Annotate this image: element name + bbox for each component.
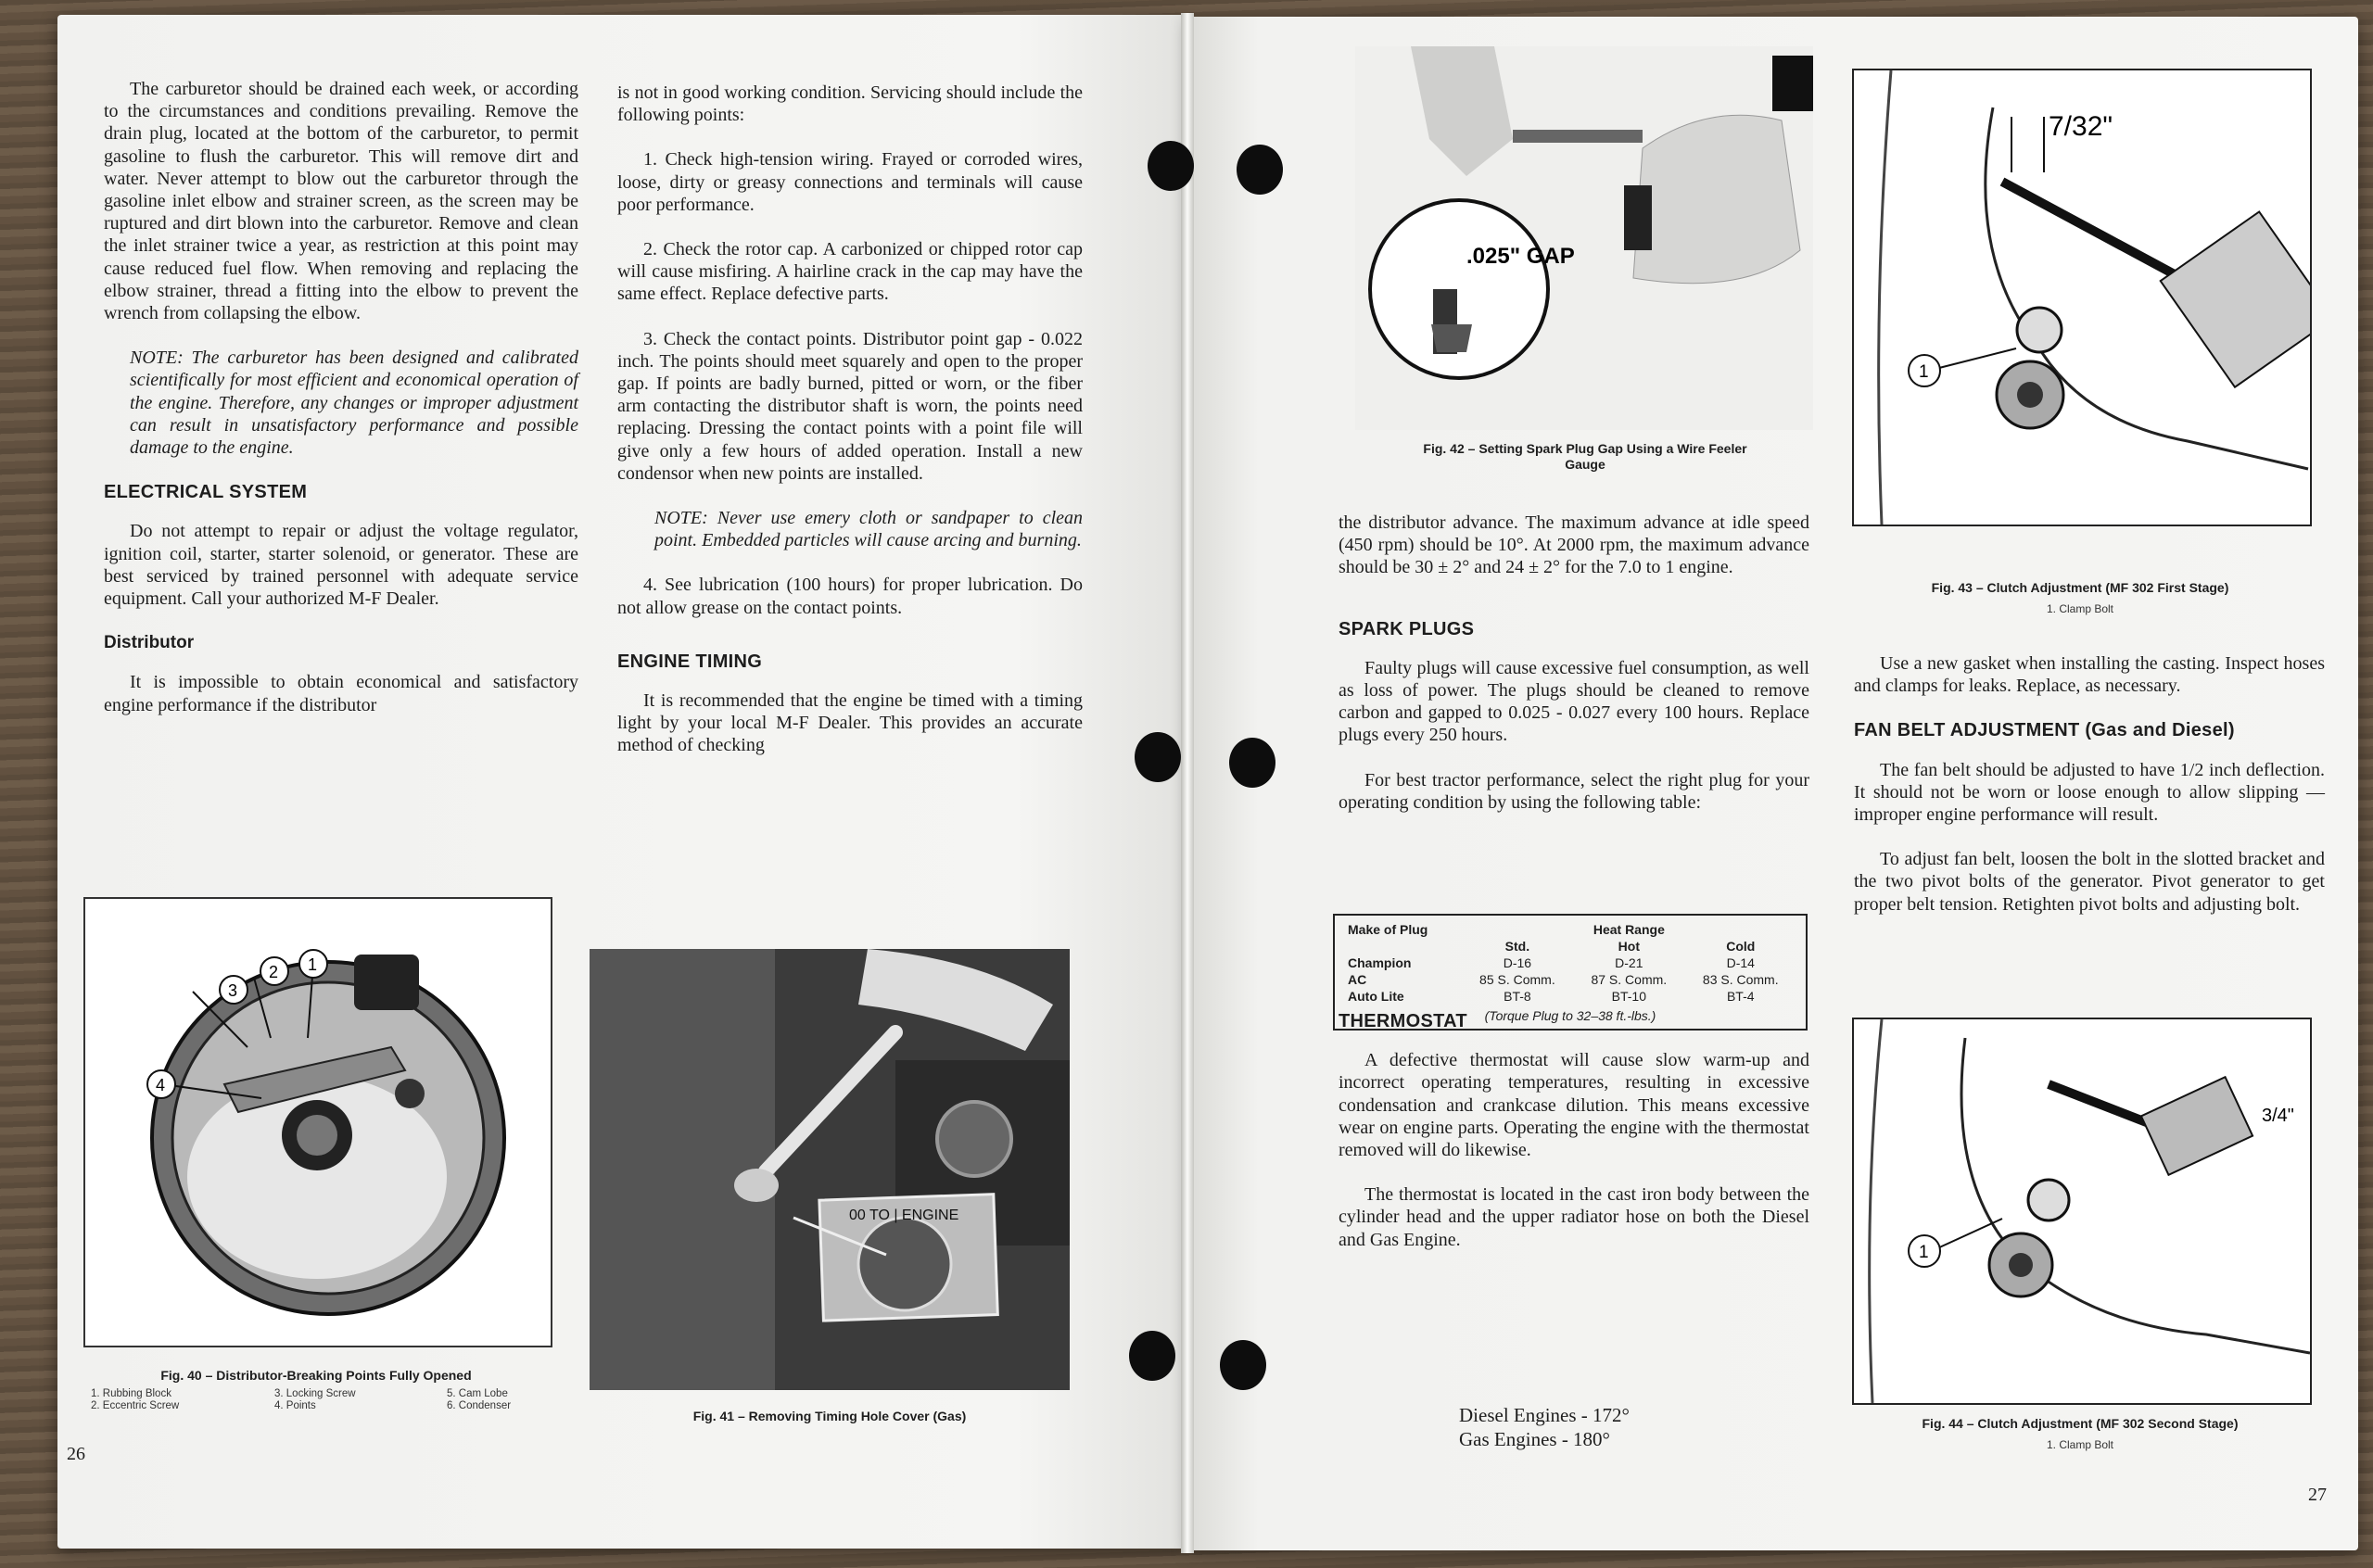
legend-item: 3. Locking Screw xyxy=(274,1388,356,1399)
table-cell: Auto Lite xyxy=(1348,989,1404,1004)
fig44-caption: Fig. 44 – Clutch Adjustment (MF 302 Second Stage) xyxy=(1922,1416,2239,1431)
callout-3: 3 xyxy=(228,981,238,1000)
timing-paragraph: It is recommended that the engine be timed with a timing light by your local M-F Dealer. This provides an accurate method of checking xyxy=(617,690,1083,756)
clutch-stage1-illustration xyxy=(1854,70,2310,525)
fan-belt-paragraph: The fan belt should be adjusted to have 1/2 inch deflection. It should not be worn or loose enough to allow slipping — improper engine performance will result. xyxy=(1854,759,2325,826)
fig42-spark-plug-photo xyxy=(1355,46,1813,430)
distributor-heading: Distributor xyxy=(104,633,195,653)
fan-belt-adjust-paragraph: To adjust fan belt, loosen the bolt in the slotted bracket and the two pivot bolts of the generator. Pivot generator to get proper belt tension. Retighten pivot bolts and adjusting bolt. xyxy=(1854,849,2325,915)
table-row xyxy=(1344,988,1796,1005)
engine-timing-heading: ENGINE TIMING xyxy=(617,651,763,672)
legend-item: 5. Cam Lobe xyxy=(447,1388,508,1399)
table-cell: BT-8 xyxy=(1504,989,1531,1004)
service-item-3: 3. Check the contact points. Distributor point gap - 0.022 inch. The points should meet squarely and open to the proper gap. If points are badly burned, pitted or worn, or the fiber arm contacting the distributor shaft is worn, the points need replacing. Dressing the contact points with a point file will give only a few hours of added operation. Install a new condensor when new points are installed. xyxy=(617,328,1083,484)
thermostat-paragraph: A defective thermostat will cause slow warm-up and incorrect operating temperatures, resulting in excessive condensation and crankcase dilution. This means excessive wear on engine parts. Operating the engine with the thermostat removed will do likewise. xyxy=(1339,1050,1809,1161)
callout-4: 4 xyxy=(156,1076,166,1094)
table-cell: D-21 xyxy=(1615,955,1643,970)
servicing-intro: is not in good working condition. Servicing should include the following points: xyxy=(617,82,1083,126)
gas-temp: Gas Engines - 180° xyxy=(1459,1428,1610,1450)
table-cell: Champion xyxy=(1348,955,1412,970)
fig43-caption: Fig. 43 – Clutch Adjustment (MF 302 First Stage) xyxy=(1931,580,2229,595)
timing-plate-label: 00 TO | ENGINE xyxy=(849,1208,959,1223)
spark-plug-illustration xyxy=(1355,46,1813,430)
gasket-paragraph: Use a new gasket when installing the casting. Inspect hoses and clamps for leaks. Replace, as necessary. xyxy=(1854,653,2325,697)
right-column-4 xyxy=(1854,652,2325,938)
right-column-3 xyxy=(1339,512,1809,1273)
legend-item: 4. Points xyxy=(274,1400,316,1411)
callout-1: 1 xyxy=(308,955,318,974)
electrical-system-heading: ELECTRICAL SYSTEM xyxy=(104,482,308,503)
table-subheader: Cold xyxy=(1726,939,1756,954)
table-row xyxy=(1344,955,1796,971)
table-subheader: Hot xyxy=(1618,939,1640,954)
tractor-performance-paragraph: For best tractor performance, select the right plug for your operating condition by using the following table: xyxy=(1339,769,1809,813)
gap-label: .025" GAP xyxy=(1466,244,1575,269)
binder-hole xyxy=(1220,1340,1266,1390)
table-cell: 85 S. Comm. xyxy=(1479,972,1555,987)
carburetor-paragraph: The carburetor should be drained each week, or according to the circumstances and conditions prevailing. Remove the drain plug, located at the bottom of the carburetor, to permit gasoline to flush the carburetor. This will remove dirt and water. Never attempt to blow out the carburetor through the gasoline inlet elbow and strainer screen, as the screen may be ruptured and dirt blown into the carburetor. Remove and clean the inlet strainer twice a year, as restriction at this point may cause reduced fuel flow. When removing and replacing the elbow strainer, thread a fitting into the elbow to prevent the wrench from collapsing the elbow. xyxy=(104,79,578,324)
binder-hole xyxy=(1129,1331,1175,1381)
legend-item: 1. Rubbing Block xyxy=(91,1388,171,1399)
spark-plug-table xyxy=(1333,914,1808,1031)
table-cell: 83 S. Comm. xyxy=(1702,972,1779,987)
torque-note: (Torque Plug to 32–38 ft.-lbs.) xyxy=(1484,1008,1656,1023)
table-cell: BT-4 xyxy=(1726,989,1755,1004)
binder-hole xyxy=(1148,141,1194,191)
thermostat-location-paragraph: The thermostat is located in the cast iron body between the cylinder head and the upper radiator hose on both the Diesel and Gas Engine. xyxy=(1339,1184,1809,1250)
fig44-clutch-figure xyxy=(1852,1018,2312,1405)
fig41-timing-photo xyxy=(590,949,1070,1390)
callout-1: 1 xyxy=(1919,1243,1929,1262)
spark-plugs-heading: SPARK PLUGS xyxy=(1339,618,1475,639)
table-subheader: Std. xyxy=(1504,939,1530,954)
fig40-caption: Fig. 40 – Distributor-Breaking Points Fully Opened xyxy=(160,1368,472,1383)
page-number-left: 26 xyxy=(67,1444,85,1464)
carburetor-note: NOTE: The carburetor has been designed and calibrated scientifically for most efficient and economical operation of the engine. Therefore, any changes or improper adjustment can result in unsatisfactory performance and possible damage to the engine. xyxy=(130,348,578,459)
service-item-2: 2. Check the rotor cap. A carbonized or chipped rotor cap will cause misfiring. A hairline crack in the cap may have the same effect. Replace defective parts. xyxy=(617,239,1083,305)
callout-2: 2 xyxy=(269,963,279,981)
legend-item: 2. Eccentric Screw xyxy=(91,1400,180,1411)
gap-dimension: 3/4" xyxy=(2262,1106,2294,1126)
table-cell: D-14 xyxy=(1726,955,1755,970)
table-cell: AC xyxy=(1348,972,1367,987)
binder-hole xyxy=(1237,145,1283,195)
thermostat-heading: THERMOSTAT xyxy=(1339,1011,1467,1032)
book-spine xyxy=(1181,13,1194,1553)
distributor-paragraph: It is impossible to obtain economical and satisfactory engine performance if the distributor xyxy=(104,672,578,715)
clutch-stage2-illustration xyxy=(1854,1019,2310,1403)
gap-dimension: 7/32" xyxy=(2049,111,2113,142)
table-cell: BT-10 xyxy=(1611,989,1646,1004)
spark-plugs-paragraph: Faulty plugs will cause excessive fuel consumption, as well as loss of power. The plugs should be cleaned to remove carbon and gapped to 0.025 - 0.027 every 100 hours. Replace plugs every 250 hours. xyxy=(1339,657,1809,746)
fig41-caption: Fig. 41 – Removing Timing Hole Cover (Gas) xyxy=(692,1409,967,1423)
table-cell: 87 S. Comm. xyxy=(1591,972,1668,987)
distributor-illustration xyxy=(85,899,551,1346)
emery-note: NOTE: Never use emery cloth or sandpaper to clean point. Embedded particles will cause arcing and burning. xyxy=(654,508,1083,551)
left-column-1 xyxy=(104,78,578,739)
left-column-2 xyxy=(617,82,1083,779)
table-header-heat: Heat Range xyxy=(1593,922,1665,937)
binder-hole xyxy=(1229,738,1275,788)
service-item-4: 4. See lubrication (100 hours) for proper lubrication. Do not allow grease on the contact points. xyxy=(617,575,1083,618)
page-number-right: 27 xyxy=(2308,1485,2327,1505)
table-row xyxy=(1344,971,1796,988)
distributor-advance-paragraph: the distributor advance. The maximum advance at idle speed (450 rpm) should be 10°. At 2000 rpm, the maximum advance should be 30 ± 2° and 24 ± 2° for the 7.0 to 1 engine. xyxy=(1339,512,1809,578)
fig44-legend: 1. Clamp Bolt xyxy=(2046,1438,2114,1451)
table-header-make: Make of Plug xyxy=(1348,922,1428,937)
timing-photo-illustration xyxy=(590,949,1070,1390)
fan-belt-heading: FAN BELT ADJUSTMENT (Gas and Diesel) xyxy=(1854,720,2235,741)
fig43-legend: 1. Clamp Bolt xyxy=(2046,602,2114,615)
engine-temperatures xyxy=(1459,1403,1630,1451)
callout-1: 1 xyxy=(1919,362,1929,382)
table-cell: D-16 xyxy=(1503,955,1532,970)
fig40-distributor-figure xyxy=(83,897,552,1347)
diesel-temp: Diesel Engines - 172° xyxy=(1459,1404,1630,1426)
legend-item: 6. Condenser xyxy=(447,1400,512,1411)
service-item-1: 1. Check high-tension wiring. Frayed or corroded wires, loose, dirty or greasy connections and terminals will cause poor performance. xyxy=(617,149,1083,215)
electrical-paragraph: Do not attempt to repair or adjust the voltage regulator, ignition coil, starter, starter solenoid, or generator. These are best serviced by trained personnel with adequate service equipment. Call your authorized M-F Dealer. xyxy=(104,521,578,610)
fig43-clutch-figure xyxy=(1852,69,2312,526)
binder-hole xyxy=(1135,732,1181,782)
fig40-legend xyxy=(91,1388,545,1416)
fig42-caption: Fig. 42 – Setting Spark Plug Gap Using a Wire Feeler Gauge xyxy=(1423,441,1747,472)
